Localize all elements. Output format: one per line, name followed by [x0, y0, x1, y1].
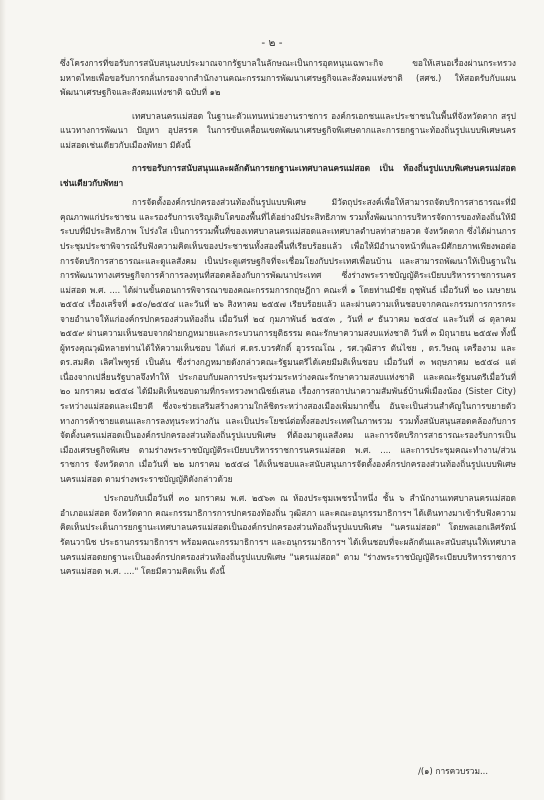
paragraph-intro: ซึ่งโครงการที่ขอรับการสนับสนุนงบประมาณจากรัฐบาลในลักษณะเป็นการอุดหนุนเฉพาะกิจ ขอให้เสนอเรื่องผ่านกระทรวงมหาดไทยเพื่อขอรับการกลั่นกรองจากสำนักงานคณะกรรมการพัฒนาเศรษฐกิจและสังคมแห่งชาติ (สศช.) ให้สอดรับกับแผนพัฒนาเศรษฐกิจและสังคมแห่งชาติ ฉบับที่ ๑๒ — [60, 58, 516, 98]
paragraph-summary: เทศบาลนครแม่สอด ในฐานะตัวแทนหน่วยงานราชการ องค์กรเอกชนและประชาชนในพื้นที่จังหวัดตาก สรุปแนวทางการพัฒนา ปัญหา อุปสรรค ในการขับเคลื่อนเขตพัฒนาเศรษฐกิจพิเศษตากและการยกฐานะท้องถิ่นรูปแบบพิเศษนครแม่สอดเช่นเดียวกับเมืองพัทยา มีดังนี้ — [60, 110, 516, 150]
continuation-marker: /(๑) การควบรวม... — [418, 766, 488, 776]
document-body — [60, 56, 516, 579]
scan-shadow — [0, 0, 6, 800]
section-heading: การขอรับการสนับสนุนและผลักดันการยกฐานะเทศบาลนครแม่สอด เป็น ท้องถิ่นรูปแบบพิเศษนครแม่สอด เช่นเดียวกับพัทยา — [60, 163, 516, 188]
paragraph-main: การจัดตั้งองค์กรปกครองส่วนท้องถิ่นรูปแบบพิเศษ มีวัตถุประสงค์เพื่อให้สามารถจัดบริการสาธารณะที่มีคุณภาพแก่ประชาชน และรองรับการเจริญเติบโตของพื้นที่ได้อย่างมีประสิทธิภาพ รวมทั้งพัฒนาการบริหารจัดการของท้องถิ่นให้มีระบบที่มีประสิทธิภาพ โปร่งใส เป็นการรวมพื้นที่ของเทศบาลนครแม่สอดและเทศบาลตำบลท่าสายลวด จังหวัดตาก ซึ่งได้ผ่านการประชุมประชาพิจารณ์รับฟังความคิดเห็นของประชาชนทั้งสองพื้นที่เรียบร้อยแล้ว เพื่อให้มีอำนาจหน้าที่และมีศักยภาพเพียงพอต่อการจัดบริการสาธารณะและดูแลสังคม เป็นประตูเศรษฐกิจที่จะเชื่อมโยงกับประเทศเพื่อนบ้าน และสามารถพัฒนาให้เป็นฐานในการพัฒนาทางเศรษฐกิจการค้าการลงทุนที่สอดคล้องกับการพัฒนาประเทศ ซึ่งร่างพระราชบัญญัติระเบียบบริหารราชการนครแม่สอด พ.ศ. .... ได้ผ่านขั้นตอนการพิจารณาของคณะกรรมการกฤษฎีกา คณะที่ ๑ โดยท่านมีชัย ฤชุพันธ์ เมื่อวันที่ ๒๐ เมษายน ๒๕๕๔ เรื่องเสร็จที่ ๑๕๐/๒๕๕๔ และวันที่ ๒๖ สิงหาคม ๒๕๕๗ เรียบร้อยแล้ว และผ่านความเห็นชอบจากคณะกรรมการการกระจายอำนาจให้แก่องค์กรปกครองส่วนท้องถิ่น เมื่อวันที่ ๒๔ กุมภาพันธ์ ๒๕๕๓ , วันที่ ๙ ธันวาคม ๒๕๕๔ และวันที่ ๘ ตุลาคม ๒๕๕๙ ผ่านความเห็นชอบจากฝ่ายกฎหมายและกระบวนการยุติธรรม คณะรักษาความสงบแห่งชาติ วันที่ ๓ มิถุนายน ๒๕๕๗ ทั้งนี้ผู้ทรงคุณวุฒิหลายท่านได้ให้ความเห็นชอบ ได้แก่ ศ.ดร.บวรศักดิ์ อุวรรณโณ , รศ.วุฒิสาร ตันไชย , ดร.วิษณุ เครืองาม และ ดร.สมคิด เลิศไพฑูรย์ เป็นต้น ซึ่งร่างกฎหมายดังกล่าวคณะรัฐมนตรีได้เคยมีมติเห็นชอบ เมื่อวันที่ ๓ พฤษภาคม ๒๕๕๘ แต่เนื่องจากเปลี่ยนรัฐบาลจึงทำให้ ประกอบกับผลการประชุมร่วมระหว่างคณะรักษาความสงบแห่งชาติ และคณะรัฐมนตรีเมื่อวันที่ ๒๐ มกราคม ๒๕๕๘ ได้มีมติเห็นชอบตามที่กระทรวงพาณิชย์เสนอ เรื่องการสถาปนาความสัมพันธ์บ้านพี่เมืองน้อง (Sister City) ระหว่างแม่สอดและเมียวดี ซึ่งจะช่วยเสริมสร้างความใกล้ชิดระหว่างสองเมืองเพิ่มมากขึ้น อันจะเป็นส่วนสำคัญในการขยายตัวทางการค้าชายแดนและการลงทุนระหว่างกัน และเป็นประโยชน์ต่อทั้งสองประเทศในภาพรวม รวมทั้งสนับสนุนสอดคล้องกับการจัดตั้งนครแม่สอดเป็นองค์กรปกครองส่วนท้องถิ่นรูปแบบพิเศษ ที่ต้องมาดูแลสังคม และการจัดบริการสาธารณะรองรับการเป็นเมืองเศรษฐกิจพิเศษ ตามร่างพระราชบัญญัติระเบียบบริหารราชการนครแม่สอด พ.ศ. .... และการประชุมคณะทำงาน/ส่วนราชการ จังหวัดตาก เมื่อวันที่ ๒๒ มกราคม ๒๕๕๘ ได้เห็นชอบและสนับสนุนการจัดตั้งองค์กรปกครองส่วนท้องถิ่นรูปแบบพิเศษนครแม่สอด ตามร่างพระราชบัญญัติดังกล่าวด้วย — [60, 197, 516, 484]
page-number: - ๒ - — [261, 37, 283, 49]
paragraph-committee: ประกอบกับเมื่อวันที่ ๓๐ มกราคม พ.ศ. ๒๕๖๓ ณ ห้องประชุมเพชรน้ำหนึ่ง ชั้น ๖ สำนักงานเทศบาลนครแม่สอด อำเภอแม่สอด จังหวัดตาก คณะกรรมาธิการการปกครองท้องถิ่น วุฒิสภา และคณะอนุกรรมาธิการฯ ได้เดินทางมาเข้ารับฟังความคิดเห็นประเด็นการยกฐานะเทศบาลนครแม่สอดเป็นองค์กรปกครองส่วนท้องถิ่นรูปแบบพิเศษ "นครแม่สอด" โดยพลเอกเลิศรัตน์ รัตนวานิช ประธานกรรมาธิการฯ พร้อมคณะกรรมาธิการฯ และอนุกรรมาธิการฯ ได้เห็นชอบที่จะผลักดันและสนับสนุนให้เทศบาลนครแม่สอดยกฐานะเป็นองค์กรปกครองส่วนท้องถิ่นรูปแบบพิเศษ "นครแม่สอด" ตาม "ร่างพระราชบัญญัติระเบียบบริหารราชการนครแม่สอด พ.ศ. ...." โดยมีความคิดเห็น ดังนี้ — [60, 493, 516, 577]
